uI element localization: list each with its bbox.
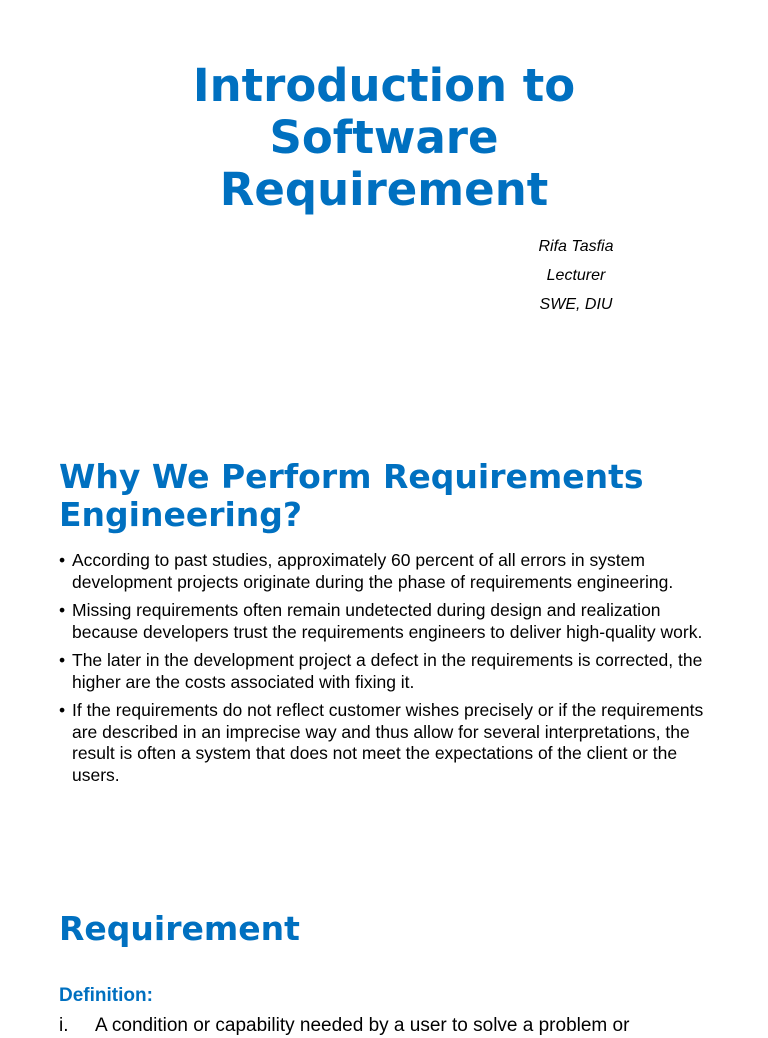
author-affiliation: SWE, DIU [539,296,613,313]
bullet-icon: • [59,550,66,570]
requirement-section-heading: Requirement [59,909,300,948]
bullet-text: The later in the development project a defect in the requirements is corrected, the higher are the costs associated with fixing it. [72,650,703,692]
title-line-2: Software [269,111,499,164]
definition-item-numeral: i. [59,1015,69,1036]
bullet-item [59,600,719,643]
definition-item [59,1014,759,1038]
bullet-text: Missing requirements often remain undetected during design and realization because developers trust the requirements engineers to deliver high-quality work. [72,600,703,642]
bullet-icon: • [59,600,66,620]
bullet-item [59,700,719,786]
bullet-item [59,650,719,693]
author-name: Rifa Tasfia [538,238,614,255]
author-block [476,232,676,319]
definition-item-text: A condition or capability needed by a user to solve a problem or [95,1015,630,1036]
slide-title [0,60,768,216]
bullet-icon: • [59,650,66,670]
definition-label: Definition: [59,985,153,1006]
title-line-3: Requirement [219,163,549,216]
bullet-text: According to past studies, approximately 60 percent of all errors in system development projects originate during the phase of requirements engineering. [72,550,674,592]
bullet-item [59,550,719,593]
why-section-heading: Why We Perform Requirements Engineering? [59,457,644,534]
title-line-1: Introduction to [192,59,576,112]
bullet-icon: • [59,700,66,720]
why-bullet-list [59,550,719,793]
bullet-text: If the requirements do not reflect customer wishes precisely or if the requirements are described in an imprecise way and thus allow for several interpretations, the result is often a system that does not meet the expectations of the client or the users. [72,700,704,785]
author-role: Lecturer [546,267,606,284]
